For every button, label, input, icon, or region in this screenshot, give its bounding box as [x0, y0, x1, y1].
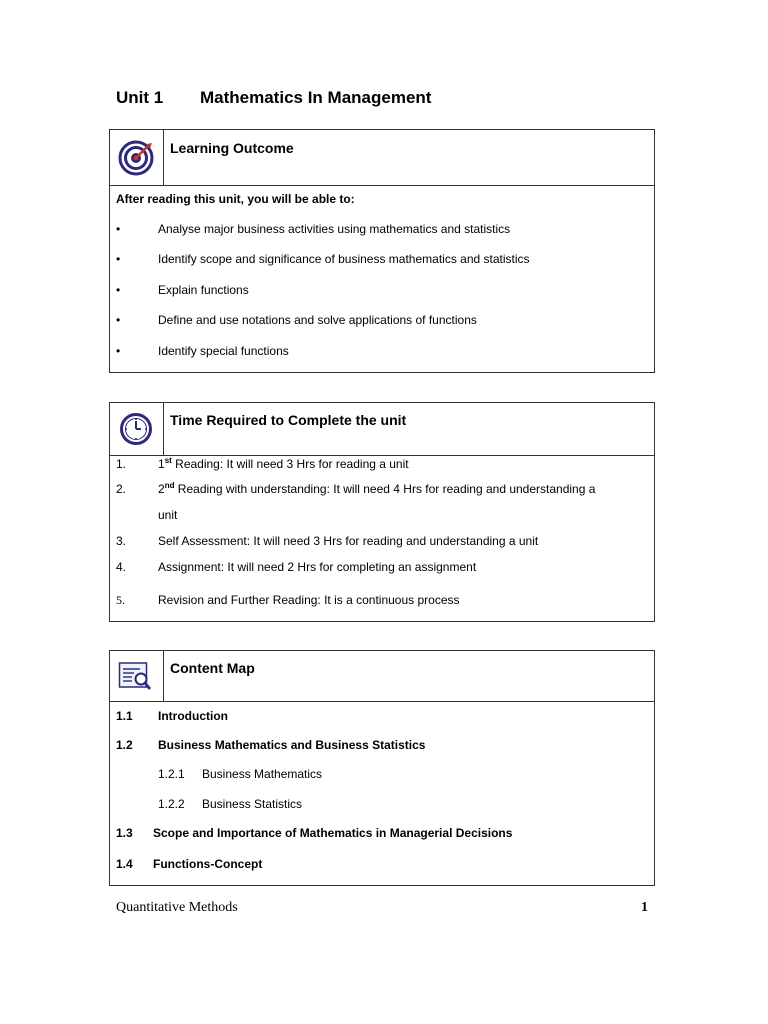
time-required-header	[110, 403, 654, 456]
time-required-heading: Time Required to Complete the unit	[170, 412, 407, 428]
content-map-number: 1.3	[116, 826, 133, 840]
time-item-text	[158, 593, 460, 607]
learning-outcome-item: Define and use notations and solve applications of functions	[158, 313, 477, 328]
content-map-title: Functions-Concept	[153, 857, 263, 871]
unit-name: Mathematics In Management	[200, 88, 432, 107]
document-search-icon	[118, 661, 152, 691]
learning-outcome-item: Analyse major business activities using mathematics and statistics	[158, 222, 511, 236]
time-required-box	[109, 402, 655, 622]
time-item-text	[158, 560, 476, 574]
learning-outcome-item: Identify special functions	[158, 343, 289, 358]
time-item-number: 1.	[116, 457, 127, 471]
content-map-number: 1.4	[116, 857, 133, 871]
bullet-symbol: •	[116, 222, 121, 236]
time-item-body: Self Assessment: It will need 3 Hrs for reading and understanding a unit	[158, 534, 539, 548]
content-map-header	[110, 651, 654, 702]
bullet-symbol: •	[116, 252, 121, 267]
content-map-number: 1.2.2	[158, 797, 185, 811]
bullet-symbol: •	[116, 282, 121, 297]
time-item-body: Assignment: It will need 2 Hrs for completing an assignment	[158, 560, 477, 574]
time-item-body: Reading with understanding: It will need 4 Hrs for reading and understanding a	[174, 482, 596, 496]
content-map-title: Business Mathematics	[202, 767, 323, 781]
bullet-symbol: •	[116, 343, 121, 358]
learning-outcome-header	[110, 130, 654, 186]
content-map-title: Business Statistics	[202, 797, 303, 811]
ordinal-suffix: nd	[164, 481, 175, 490]
time-required-icon-cell	[110, 403, 164, 455]
learning-outcome-icon-cell	[110, 130, 164, 185]
time-item-number: 2.	[116, 482, 127, 496]
content-map-title: Introduction	[158, 709, 228, 723]
learning-outcome-item: Explain functions	[158, 282, 249, 297]
footer-course-name: Quantitative Methods	[116, 900, 238, 915]
time-item-number: 3.	[116, 534, 127, 548]
clock-icon	[119, 412, 153, 446]
content-map-number: 1.2.1	[158, 767, 185, 781]
time-item-body: Reading: It will need 3 Hrs for reading a unit	[171, 457, 409, 471]
ordinal-number: 2	[158, 482, 165, 496]
footer-page-number: 1	[641, 900, 648, 915]
learning-outcome-intro: After reading this unit, you will be able to:	[116, 192, 355, 206]
time-item-number: 5.	[116, 593, 125, 607]
content-map-heading: Content Map	[170, 660, 255, 676]
content-map-title: Scope and Importance of Mathematics in Managerial Decisions	[153, 826, 513, 840]
content-map-number: 1.1	[116, 709, 133, 723]
ordinal-number: 1	[158, 457, 165, 471]
time-item-text	[158, 482, 595, 496]
time-item-continuation: unit	[158, 508, 178, 522]
time-item-number: 4.	[116, 560, 127, 574]
content-map-number: 1.2	[116, 738, 133, 752]
bullet-symbol: •	[116, 313, 121, 328]
learning-outcome-box	[109, 129, 655, 373]
learning-outcome-heading: Learning Outcome	[170, 140, 294, 156]
content-map-icon-cell	[110, 651, 164, 701]
time-item-body: Revision and Further Reading: It is a continuous process	[158, 593, 460, 607]
time-item-text	[158, 534, 538, 548]
time-item-text	[158, 457, 409, 471]
learning-outcome-item: Identify scope and significance of business mathematics and statistics	[158, 252, 530, 267]
content-map-box	[109, 650, 655, 886]
ordinal-suffix: st	[164, 456, 172, 465]
unit-number: Unit 1	[116, 88, 164, 107]
content-map-title: Business Mathematics and Business Statistics	[158, 738, 426, 752]
unit-title	[116, 88, 431, 108]
target-icon	[118, 140, 154, 176]
